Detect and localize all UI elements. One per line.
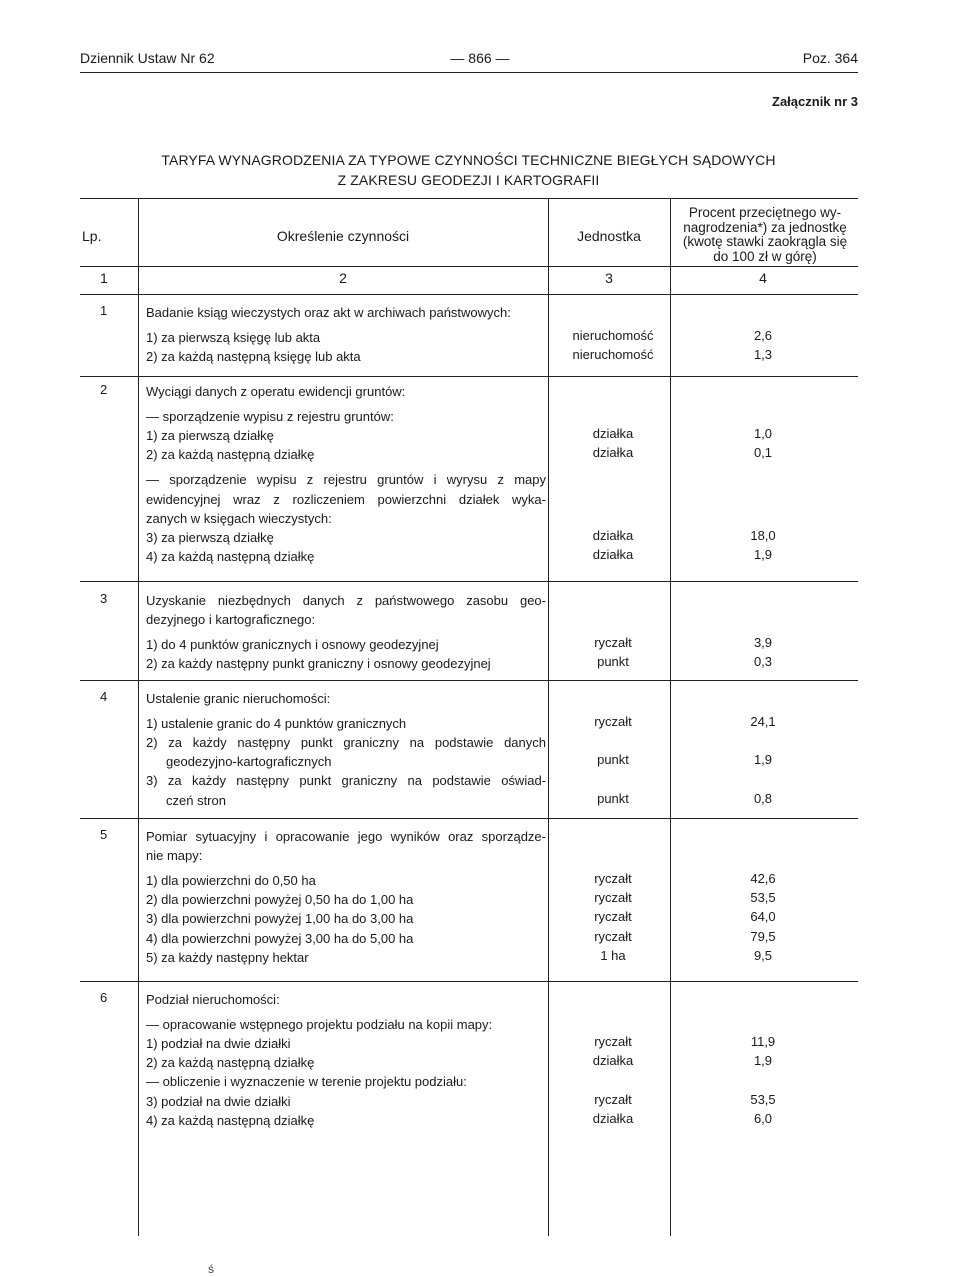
activity-description bbox=[146, 1111, 546, 1130]
activity-description bbox=[146, 303, 546, 322]
percentage-cell: 6,0 bbox=[753, 1110, 773, 1126]
activity-description-text: Badanie ksiąg wieczystych oraz akt w archiwach państwowych: bbox=[146, 305, 511, 320]
activity-description-text: — sporządzenie wypisu z rejestru gruntów i wyrysu z mapy bbox=[146, 472, 546, 488]
percentage-cell: 3,9 bbox=[753, 635, 773, 651]
percentage-cell: 2,6 bbox=[753, 328, 773, 344]
activity-description-text: 2) za każdy następny punkt graniczny i osnowy geodezyjnej bbox=[146, 656, 491, 672]
page-number: — 866 — bbox=[450, 50, 510, 66]
activity-description-text: 3) za każdy następny punkt graniczny na podstawie oświad- bbox=[146, 773, 546, 789]
activity-description-text: 3) podział na dwie działki bbox=[146, 1093, 291, 1109]
column-header-description: Określenie czynności bbox=[276, 228, 410, 244]
section-divider bbox=[80, 680, 858, 681]
unit-cell: ryczałt bbox=[594, 909, 632, 925]
unit-cell: punkt bbox=[597, 752, 629, 768]
unit-cell: działka bbox=[592, 546, 634, 562]
percentage-cell: 0,8 bbox=[753, 790, 773, 806]
column-number-4: 4 bbox=[759, 270, 767, 286]
activity-description-text: Wyciągi danych z operatu ewidencji gruntów: bbox=[146, 384, 406, 399]
activity-description bbox=[146, 591, 546, 610]
percentage-cell: 1,9 bbox=[753, 752, 773, 768]
activity-description-text: — opracowanie wstępnego projektu podziału na kopii mapy: bbox=[146, 1017, 493, 1033]
unit-cell: działka bbox=[592, 445, 634, 461]
activity-description-text: 4) dla powierzchni powyżej 3,00 ha do 5,00 ha bbox=[146, 930, 414, 946]
activity-description-text: 1) ustalenie granic do 4 punktów granicznych bbox=[146, 716, 407, 732]
activity-description-text: 2) za każdy następny punkt graniczny na podstawie danych bbox=[146, 735, 546, 751]
activity-description-text: geodezyjno-kartograficznych bbox=[166, 754, 332, 770]
activity-description-text: Podział nieruchomości: bbox=[146, 992, 280, 1007]
unit-cell: nieruchomość bbox=[572, 347, 654, 363]
activity-description bbox=[146, 909, 546, 928]
activity-description-text: 1) do 4 punktów granicznych i osnowy geodezyjnej bbox=[146, 637, 439, 653]
activity-description-text: 1) podział na dwie działki bbox=[146, 1036, 291, 1052]
percentage-cell: 1,9 bbox=[753, 1053, 773, 1069]
percentage-cell: 11,9 bbox=[750, 1034, 776, 1050]
section-divider bbox=[80, 981, 858, 982]
activity-description-text: Pomiar sytuacyjny i opracowanie jego wyników oraz sporządze- bbox=[146, 829, 546, 844]
activity-description bbox=[146, 347, 546, 366]
header-divider bbox=[80, 266, 858, 267]
unit-cell: ryczałt bbox=[594, 928, 632, 944]
column-header-percentage-line: do 100 zł w górę) bbox=[713, 248, 817, 264]
row-number: 6 bbox=[100, 990, 108, 1005]
unit-cell: 1 ha bbox=[600, 947, 626, 963]
unit-cell: ryczałt bbox=[594, 714, 632, 730]
activity-description bbox=[146, 871, 546, 890]
table-top-border bbox=[80, 198, 858, 199]
activity-description bbox=[146, 1092, 546, 1111]
activity-description bbox=[146, 771, 546, 790]
percentage-cell: 1,9 bbox=[753, 546, 773, 562]
activity-description-text: dezyjnego i kartograficznego: bbox=[146, 612, 316, 628]
activity-description-text: 3) za pierwszą działkę bbox=[146, 529, 274, 545]
number-row-divider bbox=[80, 294, 858, 295]
activity-description-text: 2) za każdą następną działkę bbox=[146, 1055, 315, 1071]
unit-cell: nieruchomość bbox=[572, 328, 654, 344]
activity-description-text: zanych w księgach wieczystych: bbox=[146, 510, 332, 526]
percentage-cell: 0,3 bbox=[753, 654, 773, 670]
journal-title: Dziennik Ustaw Nr 62 bbox=[80, 50, 215, 66]
activity-description bbox=[146, 791, 546, 810]
activity-description bbox=[146, 948, 546, 967]
activity-description bbox=[146, 990, 546, 1009]
unit-cell: działka bbox=[592, 426, 634, 442]
activity-description bbox=[146, 1034, 546, 1053]
activity-description-text: 2) dla powierzchni powyżej 0,50 ha do 1,00 ha bbox=[146, 892, 414, 908]
percentage-cell: 79,5 bbox=[750, 928, 776, 944]
activity-description-text: nie mapy: bbox=[146, 848, 203, 864]
percentage-cell: 1,0 bbox=[753, 426, 773, 442]
activity-description-text: 2) za każdą następną księgę lub akta bbox=[146, 349, 361, 365]
section-divider bbox=[80, 376, 858, 377]
activity-description-text: 2) za każdą następną działkę bbox=[146, 447, 315, 463]
activity-description-text: 3) dla powierzchni powyżej 1,00 ha do 3,00 ha bbox=[146, 911, 414, 927]
col-divider-desc bbox=[548, 198, 549, 1236]
activity-description bbox=[146, 714, 546, 733]
annex-label: Załącznik nr 3 bbox=[772, 94, 858, 109]
column-header-percentage-line: Procent przeciętnego wy- bbox=[688, 205, 842, 220]
activity-description bbox=[146, 1015, 546, 1034]
column-number-1: 1 bbox=[100, 270, 108, 286]
activity-description bbox=[146, 328, 546, 347]
activity-description bbox=[146, 528, 546, 547]
row-number: 1 bbox=[100, 303, 108, 318]
column-header-unit: Jednostka bbox=[577, 228, 641, 244]
column-number-2: 2 bbox=[339, 270, 347, 286]
percentage-cell: 18,0 bbox=[750, 527, 776, 543]
unit-cell: ryczałt bbox=[594, 1034, 632, 1050]
activity-description bbox=[146, 929, 546, 948]
activity-description bbox=[146, 470, 546, 489]
percentage-cell: 42,6 bbox=[750, 871, 776, 887]
percentage-cell: 1,3 bbox=[753, 347, 773, 363]
activity-description bbox=[146, 827, 546, 846]
activity-description bbox=[146, 635, 546, 654]
unit-cell: działka bbox=[592, 527, 634, 543]
row-number: 4 bbox=[100, 689, 108, 704]
document-title-line2: Z ZAKRESU GEODEZJI I KARTOGRAFII bbox=[337, 172, 600, 188]
unit-cell: ryczałt bbox=[594, 1091, 632, 1107]
unit-cell: działka bbox=[592, 1110, 634, 1126]
activity-description-text: 1) dla powierzchni do 0,50 ha bbox=[146, 873, 316, 889]
unit-cell: punkt bbox=[597, 790, 629, 806]
activity-description bbox=[146, 1072, 546, 1091]
row-number: 2 bbox=[100, 382, 108, 397]
activity-description-text: — sporządzenie wypisu z rejestru gruntów: bbox=[146, 409, 394, 425]
activity-description bbox=[146, 689, 546, 708]
activity-description bbox=[146, 752, 546, 771]
activity-description bbox=[146, 610, 546, 629]
activity-description-text: Uzyskanie niezbędnych danych z państwowego zasobu geo- bbox=[146, 593, 546, 608]
unit-cell: ryczałt bbox=[594, 635, 632, 651]
col-divider-lp bbox=[138, 198, 139, 1236]
activity-description bbox=[146, 382, 546, 401]
activity-description-text: 4) za każdą następną działkę bbox=[146, 548, 315, 564]
activity-description-text: — obliczenie i wyznaczenie w terenie projektu podziału: bbox=[146, 1074, 467, 1090]
activity-description bbox=[146, 445, 546, 464]
stray-mark: ś bbox=[208, 1262, 214, 1276]
activity-description bbox=[146, 733, 546, 752]
percentage-cell: 24,1 bbox=[750, 714, 776, 730]
row-number: 5 bbox=[100, 827, 108, 842]
column-header-lp: Lp. bbox=[82, 228, 102, 244]
activity-description-text: 1) za pierwszą księgę lub akta bbox=[146, 330, 321, 346]
unit-cell: działka bbox=[592, 1053, 634, 1069]
position-number: Poz. 364 bbox=[802, 50, 858, 66]
column-header-percentage-line: nagrodzenia*) za jednostkę bbox=[683, 219, 847, 235]
column-header-percentage-line: (kwotę stawki zaokrągla się bbox=[682, 234, 848, 249]
activity-description-text: 4) za każdą następną działkę bbox=[146, 1112, 315, 1128]
percentage-cell: 53,5 bbox=[750, 890, 776, 906]
activity-description bbox=[146, 890, 546, 909]
activity-description bbox=[146, 846, 546, 865]
percentage-cell: 64,0 bbox=[750, 909, 776, 925]
column-number-3: 3 bbox=[605, 270, 613, 286]
activity-description bbox=[146, 547, 546, 566]
section-divider bbox=[80, 818, 858, 819]
activity-description-text: Ustalenie granic nieruchomości: bbox=[146, 691, 331, 706]
unit-cell: ryczałt bbox=[594, 871, 632, 887]
percentage-cell: 0,1 bbox=[753, 445, 773, 461]
activity-description bbox=[146, 509, 546, 528]
activity-description bbox=[146, 407, 546, 426]
activity-description-text: 5) za każdy następny hektar bbox=[146, 949, 309, 965]
unit-cell: punkt bbox=[597, 654, 629, 670]
percentage-cell: 53,5 bbox=[750, 1091, 776, 1107]
section-divider bbox=[80, 581, 858, 582]
activity-description-text: ewidencyjnej wraz z rozliczeniem powierzchni działek wyka- bbox=[146, 491, 546, 507]
activity-description-text: 1) za pierwszą działkę bbox=[146, 428, 274, 444]
activity-description bbox=[146, 1053, 546, 1072]
activity-description-text: czeń stron bbox=[166, 792, 226, 808]
document-title-line1: TARYFA WYNAGRODZENIA ZA TYPOWE CZYNNOŚCI TECHNICZNE BIEGŁYCH SĄDOWYCH bbox=[161, 152, 776, 168]
activity-description bbox=[146, 426, 546, 445]
unit-cell: ryczałt bbox=[594, 890, 632, 906]
column-header-percentage bbox=[674, 206, 856, 264]
header-rule bbox=[80, 72, 858, 73]
row-number: 3 bbox=[100, 591, 108, 606]
activity-description bbox=[146, 654, 546, 673]
percentage-cell: 9,5 bbox=[753, 947, 773, 963]
activity-description bbox=[146, 490, 546, 509]
